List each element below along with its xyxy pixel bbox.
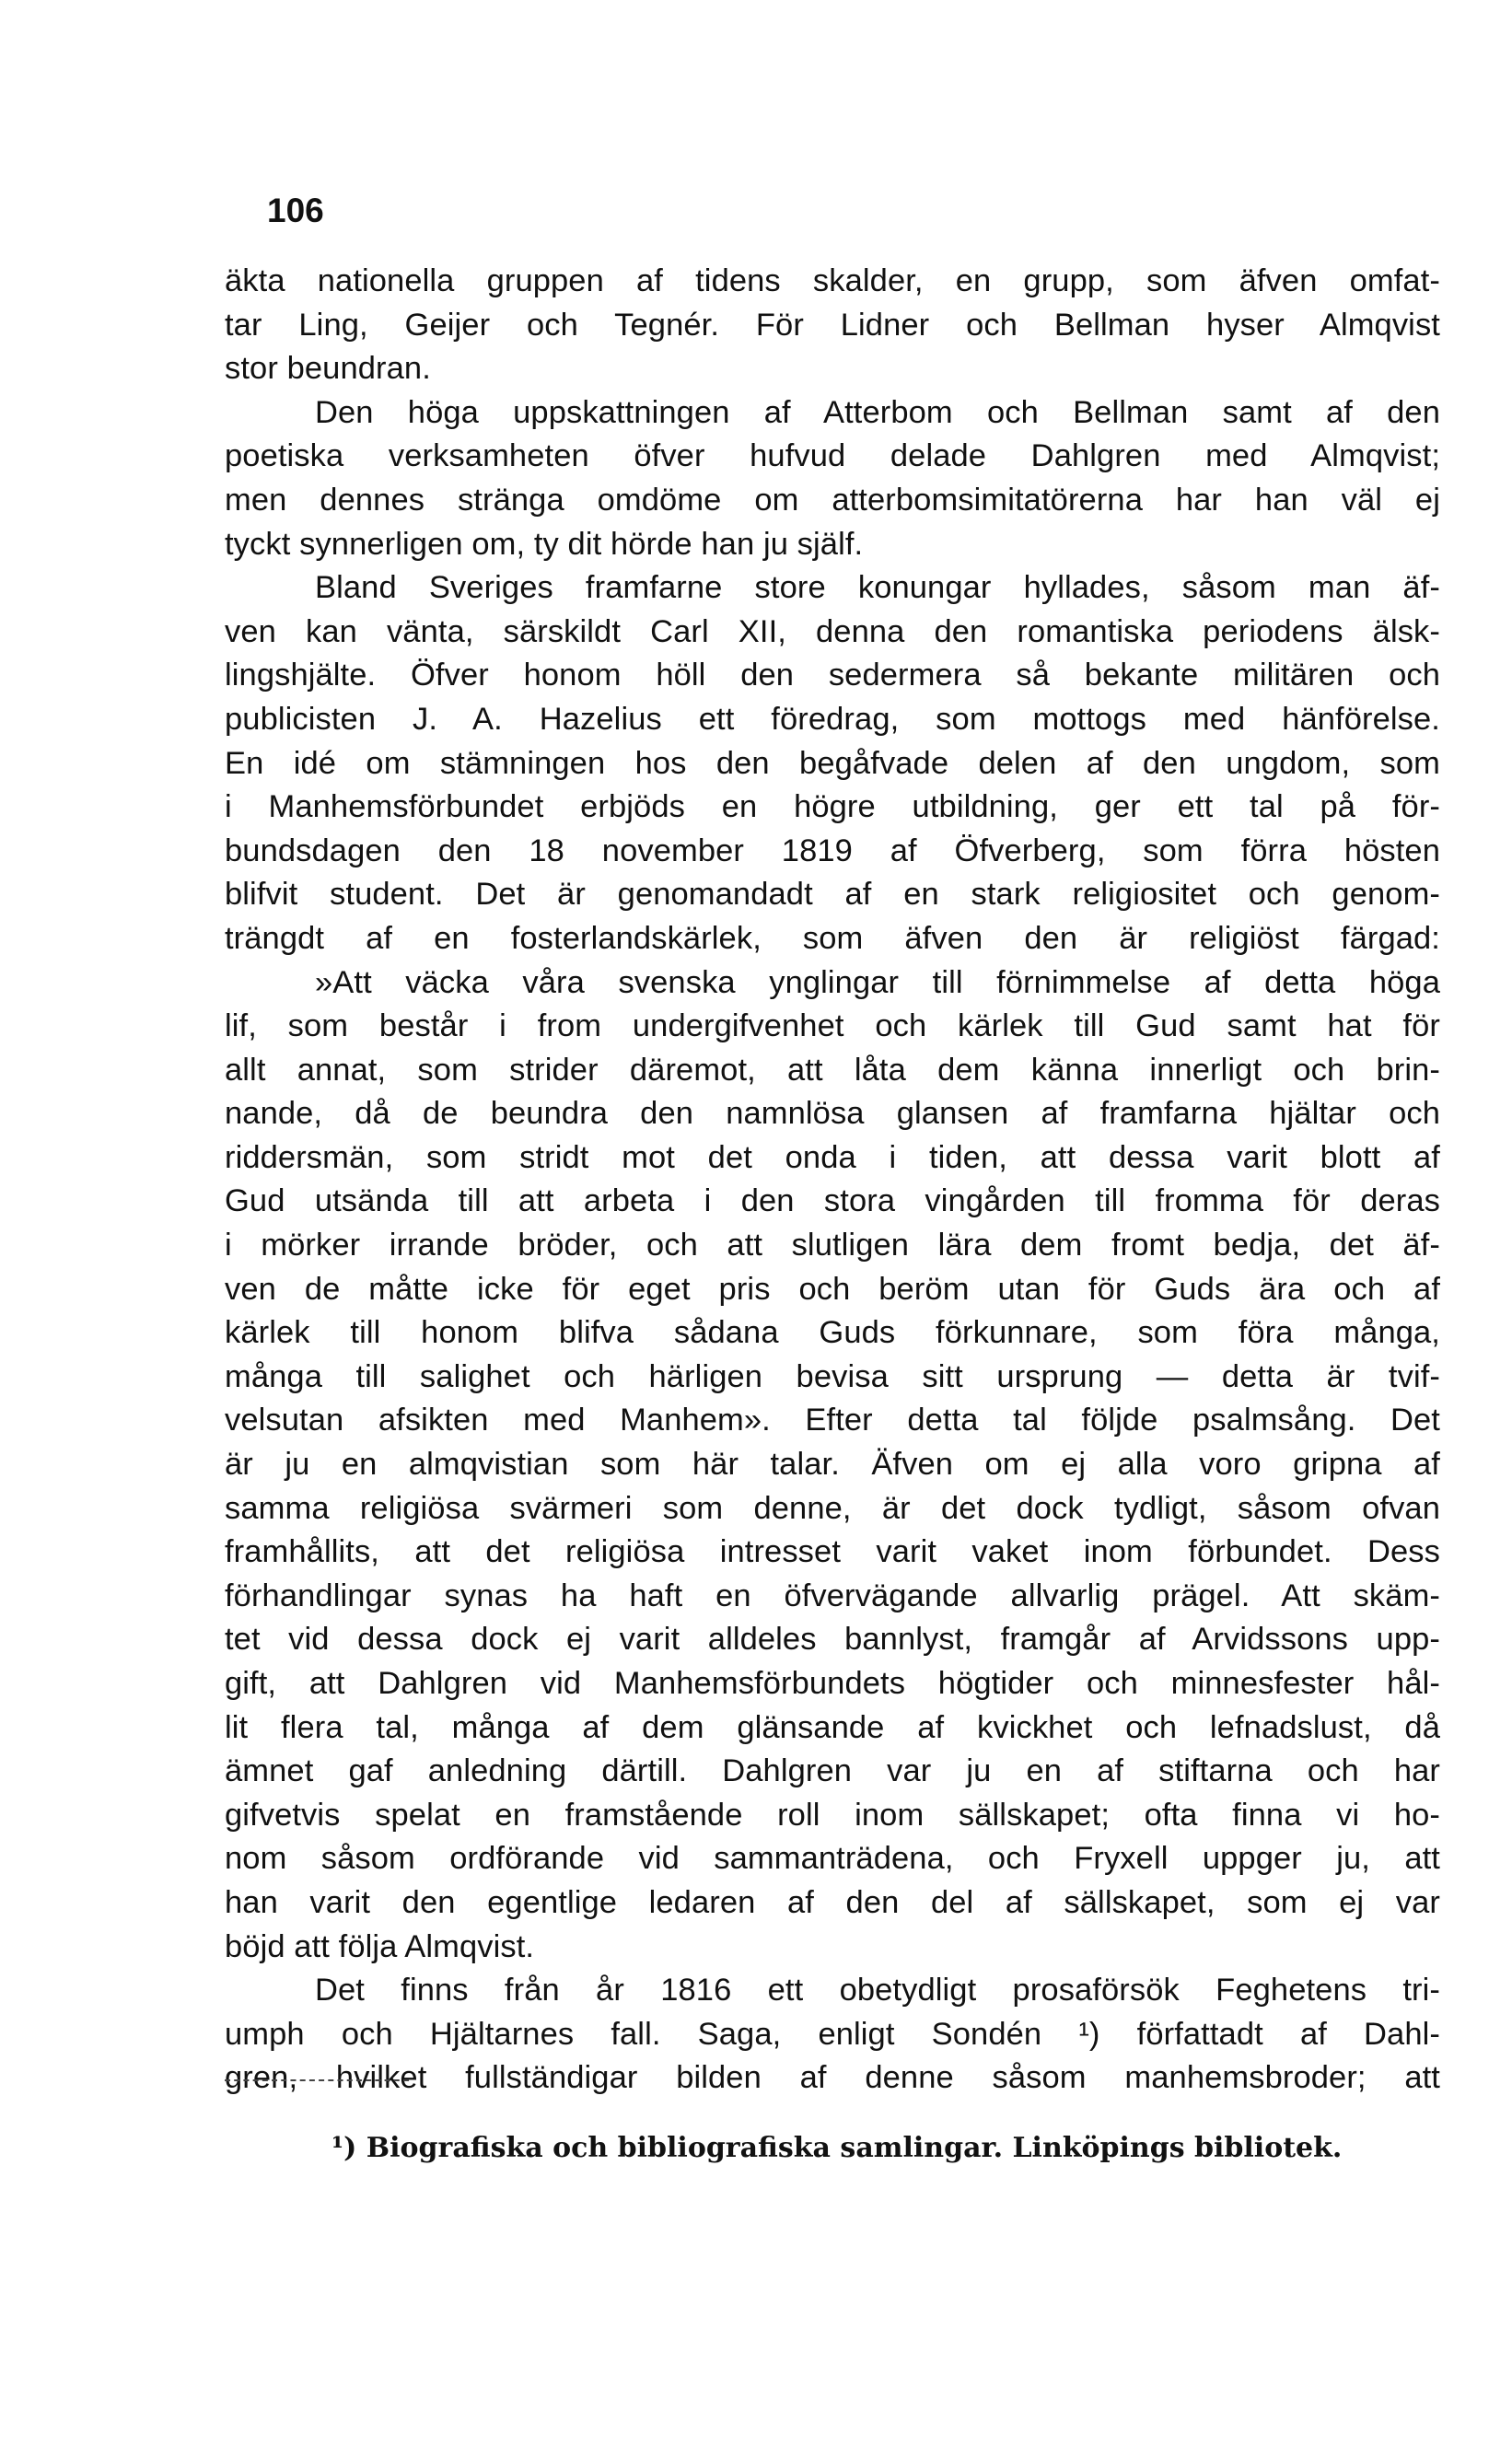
text-line: framhållits, att det religiösa intresset varit vaket inom förbundet. Dess xyxy=(225,1534,1440,1570)
page-number: 106 xyxy=(267,192,324,229)
text-line: i mörker irrande bröder, och att slutligen lära dem fromt bedja, det äf- xyxy=(225,1228,1440,1263)
text-line: bundsdagen den 18 november 1819 af Öfverberg, som förra hösten xyxy=(225,832,1440,868)
text-line: ämnet gaf anledning därtill. Dahlgren var ju en af stiftarna och har xyxy=(225,1753,1440,1789)
text-line: Den höga uppskattningen af Atterbom och Bellman samt af den xyxy=(315,394,1440,430)
footnote-rule xyxy=(225,2079,409,2081)
text-line: är ju en almqvistian som här talar. Äfven om ej alla voro gripna af xyxy=(225,1447,1440,1483)
text-line: blifvit student. Det är genomandadt af en stark religiositet och genom- xyxy=(225,877,1440,913)
text-line: tet vid dessa dock ej varit alldeles bannlyst, framgår af Arvidssons upp- xyxy=(225,1622,1440,1658)
text-line: gift, att Dahlgren vid Manhemsförbundets högtider och minnesfester hål- xyxy=(225,1666,1440,1701)
text-line: kärlek till honom blifva sådana Guds förkunnare, som föra många, xyxy=(225,1315,1440,1351)
text-line: gren, hvilket fullständigar bilden af denne såsom manhemsbroder; att xyxy=(225,2060,1440,2096)
text-line: i Manhemsförbundet erbjöds en högre utbildning, ger ett tal på för- xyxy=(225,789,1440,825)
text-line: Bland Sveriges framfarne store konungar hyllades, såsom man äf- xyxy=(315,570,1440,606)
text-line: allt annat, som strider däremot, att låta dem känna innerligt och brin- xyxy=(225,1052,1440,1088)
text-line: trängdt af en fosterlandskärlek, som äfven den är religiöst färgad: xyxy=(225,920,1440,956)
body-text xyxy=(225,260,1440,2101)
text-line: lingshjälte. Öfver honom höll den sedermera så bekante militären och xyxy=(225,658,1440,693)
text-line: han varit den egentlige ledaren af den del af sällskapet, som ej var xyxy=(225,1884,1440,1920)
text-line: poetiska verksamheten öfver hufvud delade Dahlgren med Almqvist; xyxy=(225,438,1440,474)
text-line: tar Ling, Geijer och Tegnér. För Lidner och Bellman hyser Almqvist xyxy=(225,307,1440,343)
text-line: böjd att följa Almqvist. xyxy=(225,1928,535,1964)
text-line: publicisten J. A. Hazelius ett föredrag, som mottogs med hänförelse. xyxy=(225,701,1440,737)
text-line: många till salighet och härligen bevisa sitt ursprung — detta är tvif- xyxy=(225,1358,1440,1394)
text-line: äkta nationella gruppen af tidens skalder, en grupp, som äfven omfat- xyxy=(225,263,1440,298)
text-line: Gud utsända till att arbeta i den stora vingården till fromma för deras xyxy=(225,1183,1440,1219)
text-line: »Att väcka våra svenska ynglingar till förnimmelse af detta höga xyxy=(315,964,1440,1000)
text-line: förhandlingar synas ha haft en öfvervägande allvarlig prägel. Att skäm- xyxy=(225,1578,1440,1613)
text-line: ven de måtte icke för eget pris och beröm utan för Guds ära och af xyxy=(225,1271,1440,1307)
text-line: tyckt synnerligen om, ty dit hörde han ju själf. xyxy=(225,526,864,562)
text-line: gifvetvis spelat en framstående roll inom sällskapet; ofta finna vi ho- xyxy=(225,1797,1440,1833)
footnote-text: Biografiska och bibliografiska samlingar. Linköpings bibliotek. xyxy=(366,2132,1343,2164)
text-line: samma religiösa svärmeri som denne, är det dock tydligt, såsom ofvan xyxy=(225,1490,1440,1526)
text-line: ven kan vänta, särskildt Carl XII, denna den romantiska periodens älsk- xyxy=(225,613,1440,649)
footnote xyxy=(331,2132,1342,2164)
text-line: men dennes stränga omdöme om atterbomsimitatörerna har han väl ej xyxy=(225,482,1440,518)
text-line: nande, då de beundra den namnlösa glansen af framfarna hjältar och xyxy=(225,1096,1440,1132)
text-line: nom såsom ordförande vid sammanträdena, och Fryxell uppger ju, att xyxy=(225,1841,1440,1877)
text-line: stor beundran. xyxy=(225,351,431,387)
footnote-marker: ¹) xyxy=(331,2132,357,2164)
text-line: velsutan afsikten med Manhem». Efter detta tal följde psalmsång. Det xyxy=(225,1403,1440,1438)
text-line: Det finns från år 1816 ett obetydligt prosaförsök Feghetens tri- xyxy=(315,1973,1440,2008)
text-line: riddersmän, som stridt mot det onda i tiden, att dessa varit blott af xyxy=(225,1139,1440,1175)
text-line: En idé om stämningen hos den begåfvade delen af den ungdom, som xyxy=(225,745,1440,781)
text-line: umph och Hjältarnes fall. Saga, enligt Sondén ¹) författadt af Dahl- xyxy=(225,2016,1440,2052)
text-line: lit flera tal, många af dem glänsande af kvickhet och lefnadslust, då xyxy=(225,1709,1440,1745)
text-line: lif, som består i from undergifvenhet och kärlek till Gud samt hat för xyxy=(225,1008,1440,1044)
